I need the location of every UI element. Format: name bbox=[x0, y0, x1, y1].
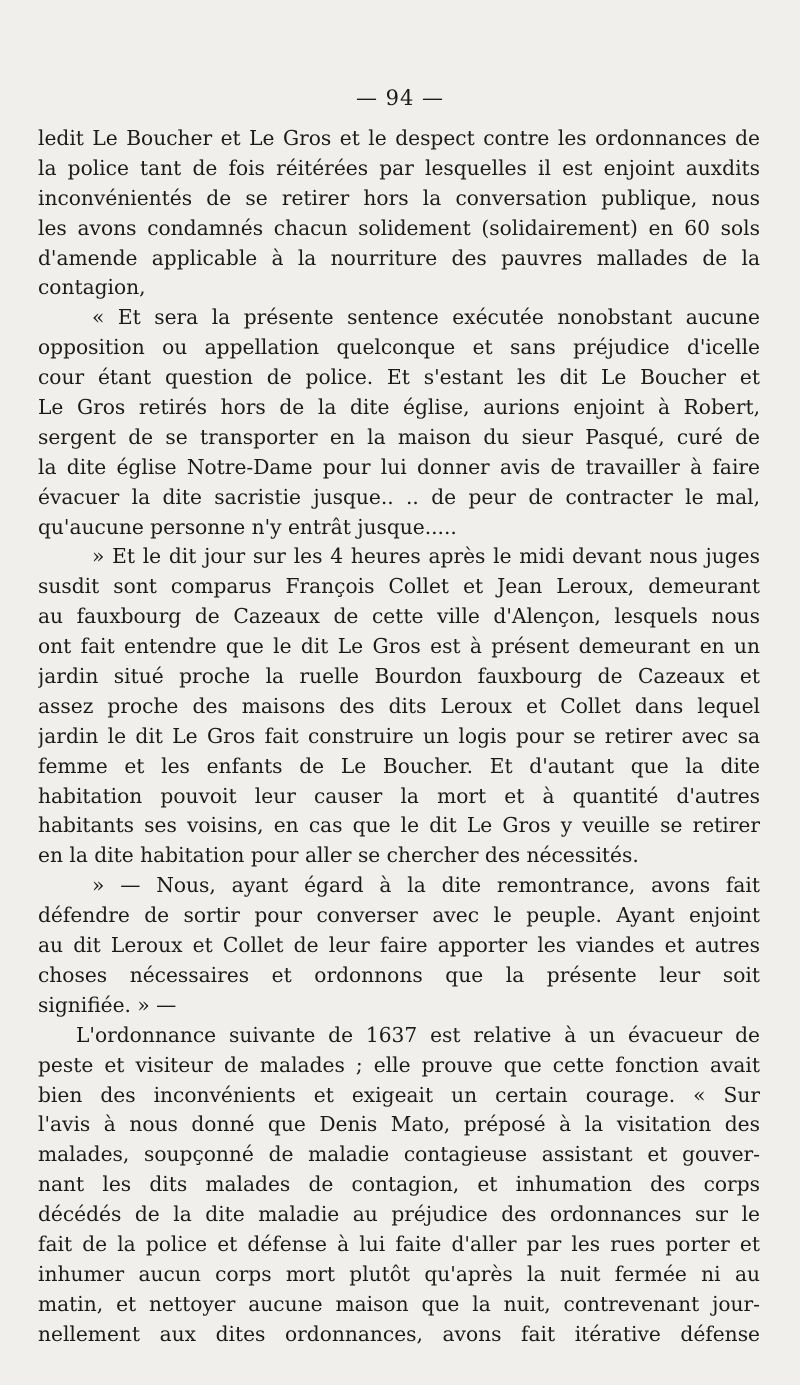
text-line: jardin situé proche la ruelle Bourdon fauxbourg de Cazeaux et bbox=[38, 664, 760, 689]
text-line: choses nécessaires et ordonnons que la présente leur soit bbox=[38, 962, 760, 987]
text-line: défendre de sortir pour converser avec le peuple. Ayant enjoint bbox=[38, 903, 760, 928]
body-text bbox=[38, 124, 760, 1350]
text-line: nant les dits malades de contagion, et inhumation des corps bbox=[38, 1172, 760, 1197]
text-line: évacuer la dite sacristie jusque.. .. de peur de contracter le mal, bbox=[38, 484, 760, 509]
text-line: inconvénientés de se retirer hors la conversation publique, nous bbox=[38, 185, 760, 210]
text-line: contagion, bbox=[38, 275, 146, 300]
text-line: malades, soupçonné de maladie contagieuse assistant et gouver- bbox=[38, 1142, 760, 1167]
text-line: jardin le dit Le Gros fait construire un logis pour se retirer avec sa bbox=[38, 723, 760, 748]
text-line: femme et les enfants de Le Boucher. Et d'autant que la dite bbox=[38, 753, 760, 778]
text-line: ledit Le Boucher et Le Gros et le despect contre les ordonnances de bbox=[38, 126, 760, 150]
text-line: ont fait entendre que le dit Le Gros est à présent demeurant en un bbox=[38, 634, 760, 659]
text-line: les avons condamnés chacun solidement (solidairement) en 60 sols bbox=[38, 215, 760, 240]
page-number: — 94 — bbox=[355, 86, 445, 110]
text-line: » — Nous, ayant égard à la dite remontrance, avons fait bbox=[92, 873, 760, 898]
text-line: l'avis à nous donné que Denis Mato, préposé à la visitation des bbox=[38, 1112, 760, 1137]
text-line: habitants ses voisins, en cas que le dit Le Gros y veuille se retirer bbox=[38, 813, 760, 838]
text-line: au dit Leroux et Collet de leur faire apporter les viandes et autres bbox=[38, 933, 760, 958]
text-line: sergent de se transporter en la maison du sieur Pasqué, curé de bbox=[38, 424, 760, 449]
text-line: d'amende applicable à la nourriture des pauvres mallades de la bbox=[38, 245, 760, 270]
text-line: cour étant question de police. Et s'estant les dit Le Boucher et bbox=[38, 365, 760, 390]
text-line: nellement aux dites ordonnances, avons fait itérative défense bbox=[38, 1321, 760, 1346]
text-line: au fauxbourg de Cazeaux de cette ville d'Alençon, lesquels nous bbox=[38, 604, 760, 629]
text-line: en la dite habitation pour aller se chercher des nécessités. bbox=[38, 843, 639, 868]
text-line: susdit sont comparus François Collet et Jean Leroux, demeurant bbox=[38, 574, 760, 599]
text-line: fait de la police et défense à lui faite d'aller par les rues porter et bbox=[38, 1231, 760, 1256]
text-line: qu'aucune personne n'y entrât jusque..... bbox=[38, 514, 457, 539]
text-line: matin, et nettoyer aucune maison que la nuit, contrevenant jour- bbox=[38, 1291, 760, 1316]
text-line: signifiée. » — bbox=[38, 992, 177, 1017]
text-line: » Et le dit jour sur les 4 heures après le midi devant nous juges bbox=[92, 544, 760, 569]
text-line: la police tant de fois réitérées par lesquelles il est enjoint auxdits bbox=[38, 155, 760, 180]
text-line: inhumer aucun corps mort plutôt qu'après la nuit fermée ni au bbox=[38, 1261, 760, 1286]
text-line: peste et visiteur de malades ; elle prouve que cette fonction avait bbox=[38, 1052, 760, 1077]
text-line: opposition ou appellation quelconque et sans préjudice d'icelle bbox=[38, 335, 760, 360]
text-line: bien des inconvénients et exigeait un certain courage. « Sur bbox=[38, 1082, 760, 1107]
text-line: décédés de la dite maladie au préjudice des ordonnances sur le bbox=[38, 1202, 760, 1227]
text-line: assez proche des maisons des dits Leroux et Collet dans lequel bbox=[38, 693, 760, 718]
text-line: « Et sera la présente sentence exécutée nonobstant aucune bbox=[92, 305, 760, 330]
text-line: habitation pouvoit leur causer la mort et à quantité d'autres bbox=[38, 783, 760, 808]
text-line: Le Gros retirés hors de la dite église, aurions enjoint à Robert, bbox=[38, 395, 760, 420]
text-line: la dite église Notre-Dame pour lui donner avis de travailler à faire bbox=[38, 454, 760, 479]
text-line: L'ordonnance suivante de 1637 est relative à un évacueur de bbox=[76, 1022, 760, 1047]
